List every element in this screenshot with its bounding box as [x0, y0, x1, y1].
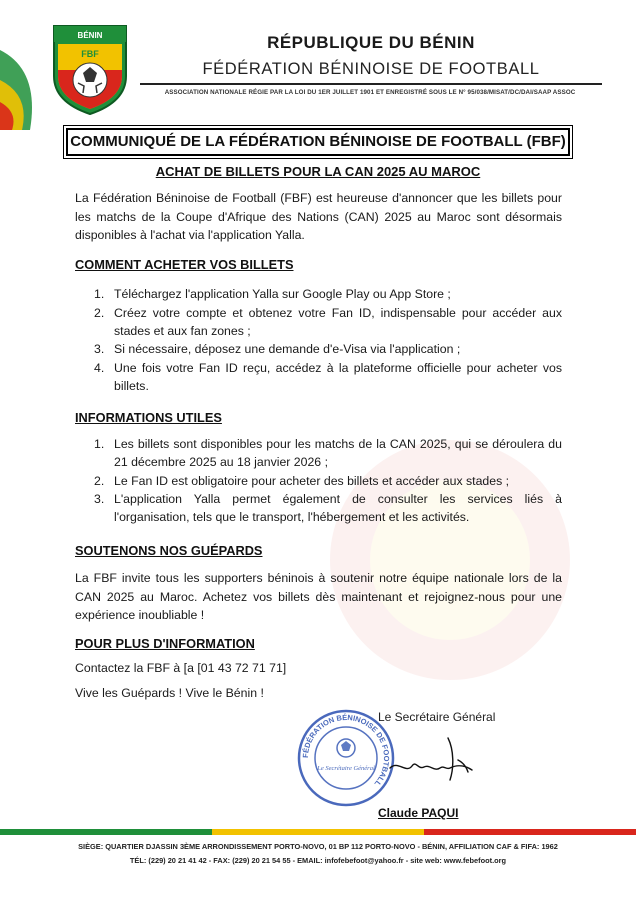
list-item-text: Les billets sont disponibles pour les matchs de la CAN 2025, qui se déroulera du 21 décembre 2025 au 18 janvier 2026 ;	[114, 437, 562, 469]
list-item	[94, 490, 562, 526]
list-item	[94, 285, 562, 303]
signatory-role: Le Secrétaire Général	[378, 710, 496, 724]
intro-paragraph: La Fédération Béninoise de Football (FBF) est heureuse d'annoncer que les billets pour les matchs de la Coupe d'Afrique des Nations (CAN) 2025 au Maroc sont désormais disponibles à l'achat via l'application Yalla.	[75, 191, 562, 242]
section-heading-how-to-buy: COMMENT ACHETER VOS BILLETS	[75, 257, 294, 272]
list-item-text: L'application Yalla permet également de consulter les services liés à l'organisation, tels que le transport, l'hébergement et les activités.	[114, 492, 562, 524]
fbf-crest-logo	[48, 20, 132, 116]
section-heading-support: SOUTENONS NOS GUÉPARDS	[75, 543, 263, 558]
list-item-text: Créez votre compte et obtenez votre Fan ID, indispensable pour accéder aux stades et aux fan zones ;	[114, 305, 562, 338]
list-item-text: Si nécessaire, déposez une demande d'e-Visa via l'application ;	[114, 342, 461, 356]
list-number: 4.	[94, 360, 105, 375]
closing-line: Vive les Guépards ! Vive le Bénin !	[75, 686, 264, 700]
list-item	[94, 304, 562, 340]
list-number: 3.	[94, 342, 105, 356]
list-number: 3.	[94, 492, 105, 506]
contact-line: Contactez la FBF à [a [01 43 72 71 71]	[75, 661, 287, 675]
communique-title: COMMUNIQUÉ DE LA FÉDÉRATION BÉNINOISE DE FOOTBALL (FBF)	[70, 133, 566, 150]
useful-info-list	[94, 435, 562, 527]
list-number: 2.	[94, 473, 105, 488]
list-item	[94, 472, 562, 490]
section-heading-useful-info: INFORMATIONS UTILES	[75, 410, 222, 425]
communique-subtitle: ACHAT DE BILLETS POUR LA CAN 2025 AU MAROC	[155, 164, 481, 179]
list-item	[94, 340, 562, 358]
how-to-buy-list	[94, 285, 562, 395]
republic-heading: RÉPUBLIQUE DU BÉNIN	[267, 33, 475, 52]
association-registration: ASSOCIATION NATIONALE RÉGIE PAR LA LOI DU 1ER JUILLET 1901 ET ENREGISTRÉ SOUS LE N° 95/038/MISAT/DC/DAI/SAAP ASSOC	[164, 89, 576, 96]
official-stamp	[296, 708, 396, 808]
footer-address: SIÈGE: QUARTIER DJASSIN 3ÈME ARRONDISSEMENT PORTO-NOVO, 01 BP 112 PORTO-NOVO - BÉNIN, AFFILIATION CAF & FIFA: 1962	[78, 842, 558, 851]
signatory-name: Claude PAQUI	[378, 806, 459, 820]
list-item-text: Une fois votre Fan ID reçu, accédez à la plateforme officielle pour acheter vos billets.	[114, 360, 562, 393]
list-item	[94, 359, 562, 395]
list-number: 1.	[94, 287, 105, 301]
list-number: 1.	[94, 437, 105, 451]
list-item	[94, 435, 562, 471]
federation-heading: FÉDÉRATION BÉNINOISE DE FOOTBALL	[202, 60, 540, 78]
svg-text:FBF: FBF	[81, 49, 99, 59]
header-divider	[140, 83, 602, 85]
svg-text:FÉDÉRATION BÉNINOISE DE FOOTBA: FÉDÉRATION BÉNINOISE DE FOOTBALL	[300, 712, 392, 789]
footer-contacts: TÉL: (229) 20 21 41 42 - FAX: (229) 20 21 54 55 - EMAIL: infofebefoot@yahoo.fr - site web: www.febefoot.org	[129, 856, 507, 865]
handwritten-signature	[388, 730, 488, 785]
support-paragraph: La FBF invite tous les supporters béninois à soutenir notre équipe nationale lors de la CAN 2025 au Maroc. Achetez vos billets dès maintenant et rejoignez-nous pour une expérience inoubliable !	[75, 571, 562, 622]
list-item-text: Le Fan ID est obligatoire pour acheter des billets et accéder aux stades ;	[114, 473, 510, 488]
svg-text:Le Secrétaire Général: Le Secrétaire Général	[317, 765, 375, 772]
footer-tricolor-band	[0, 829, 636, 835]
svg-text:BÉNIN: BÉNIN	[77, 31, 103, 40]
list-item-text: Téléchargez l'application Yalla sur Google Play ou App Store ;	[114, 287, 451, 301]
section-heading-more-info: POUR PLUS D'INFORMATION	[75, 636, 255, 651]
list-number: 2.	[94, 305, 105, 320]
